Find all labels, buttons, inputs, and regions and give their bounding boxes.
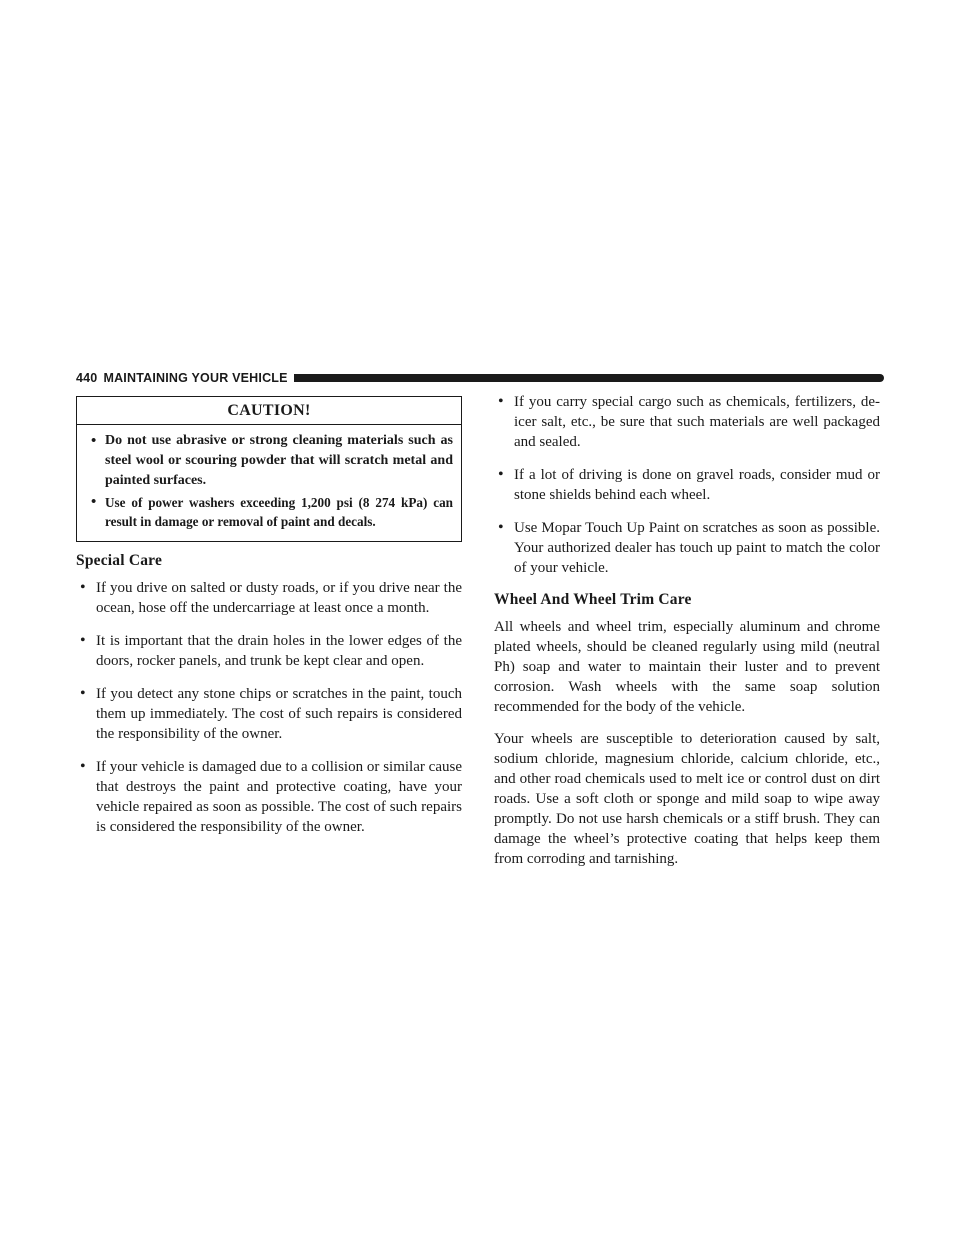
caution-item-text: Use of power washers exceeding 1,200 psi (8 274 kPa) can result in damage or removal of paint and decals. [105, 495, 453, 529]
page-number: 440 [76, 371, 98, 385]
bullet-icon: • [80, 758, 86, 775]
list-item [494, 465, 880, 505]
list-item [76, 684, 462, 744]
caution-body [77, 425, 461, 541]
bullet-icon: • [80, 685, 86, 702]
list-item [494, 392, 880, 452]
list-item [76, 757, 462, 837]
list-item-text: It is important that the drain holes in the lower edges of the doors, rocker panels, and trunk be kept clear and open. [96, 633, 462, 669]
right-column [494, 392, 880, 881]
bullet-icon: • [80, 632, 86, 649]
list-item-text: If you carry special cargo such as chemicals, fertilizers, de-icer salt, etc., be sure that such materials are well packaged and sealed. [514, 394, 880, 450]
caution-item-text: Do not use abrasive or strong cleaning materials such as steel wool or scouring powder that will scratch metal and painted surfaces. [105, 433, 453, 488]
list-item [76, 631, 462, 671]
left-column [76, 396, 462, 850]
list-item-text: Use Mopar Touch Up Paint on scratches as soon as possible. Your authorized dealer has touch up paint to match the color of your vehicle. [514, 520, 880, 576]
bullet-icon: • [498, 466, 504, 483]
header-rule [294, 374, 884, 382]
bullet-icon: • [80, 579, 86, 596]
list-item-text: If your vehicle is damaged due to a collision or similar cause that destroys the paint and protective coating, have your vehicle repaired as soon as possible. The cost of such repairs is considered the responsibility of the owner. [96, 759, 462, 835]
header-label [76, 371, 288, 385]
bullet-icon: • [91, 433, 97, 449]
caution-box [76, 396, 462, 542]
list-item [76, 578, 462, 618]
section-title: MAINTAINING YOUR VEHICLE [103, 371, 288, 385]
caution-item [85, 493, 453, 531]
list-item [494, 518, 880, 578]
paragraph: All wheels and wheel trim, especially aluminum and chrome plated wheels, should be cleaned regularly using mild (neutral Ph) soap and water to maintain their luster and to prevent corrosion. Wash wheels with the same soap solution recommended for the body of the vehicle. [494, 619, 880, 715]
paragraph: Your wheels are susceptible to deterioration caused by salt, sodium chloride, magnesium chloride, calcium chloride, etc., and other road chemicals used to melt ice or control dust on dirt roads. Use a soft cloth or sponge and mild soap to wipe away promptly. Do not use harsh chemicals or a stiff brush. They can damage the wheel’s protective coating that helps keep them from corroding and tarnishing. [494, 731, 880, 867]
bullet-icon: • [498, 393, 504, 410]
bullet-icon: • [91, 494, 97, 510]
running-header [76, 370, 884, 386]
wheel-care-heading: Wheel And Wheel Trim Care [494, 591, 692, 608]
list-item-text: If you detect any stone chips or scratches in the paint, touch them up immediately. The cost of such repairs is considered the responsibility of the owner. [96, 686, 462, 742]
bullet-icon: • [498, 519, 504, 536]
special-care-heading: Special Care [76, 552, 163, 569]
caution-title: CAUTION! [77, 397, 461, 425]
list-item-text: If a lot of driving is done on gravel roads, consider mud or stone shields behind each wheel. [514, 467, 880, 503]
caution-item [85, 431, 453, 491]
list-item-text: If you drive on salted or dusty roads, or if you drive near the ocean, hose off the undercarriage at least once a month. [96, 580, 462, 616]
